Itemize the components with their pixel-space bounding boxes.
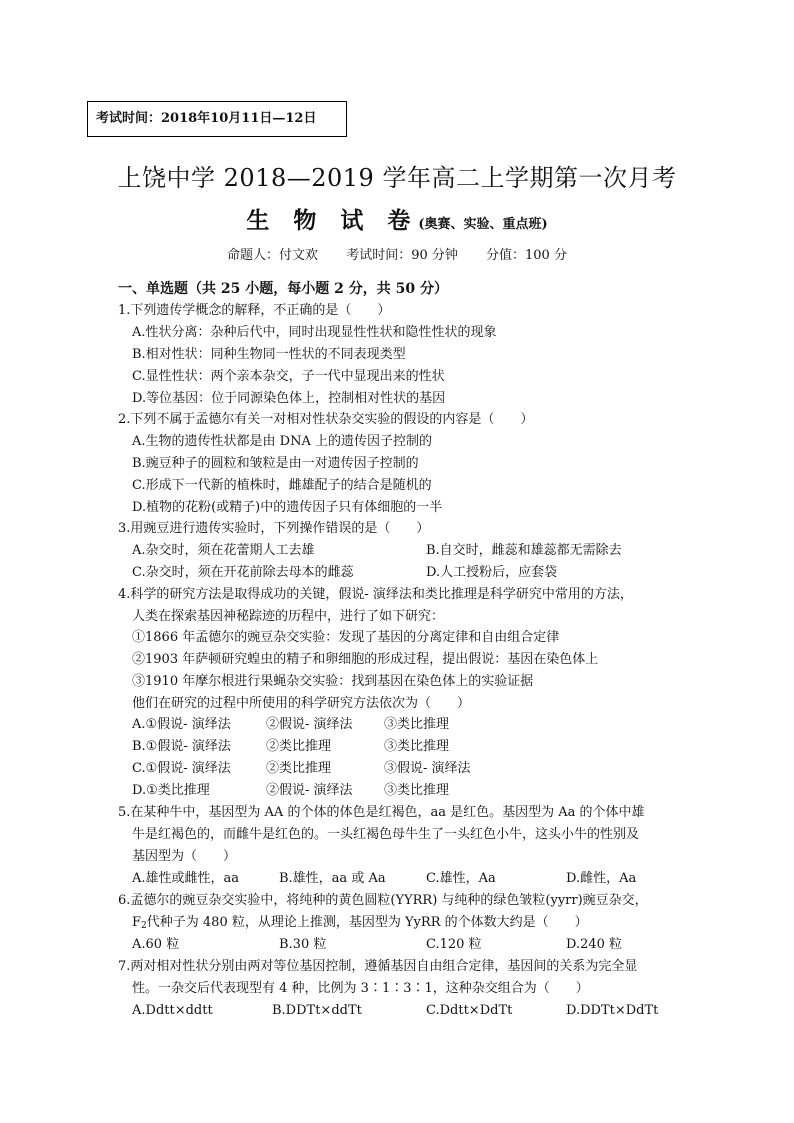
question-4-option-d-1: D.①类比推理 xyxy=(132,783,210,798)
question-4-option-a-2: ②假说- 演绎法 xyxy=(266,717,353,732)
question-7-stem-1: 7.两对相对性状分别由两对等位基因控制，遵循基因自由组合定律，基因间的关系为完全显 xyxy=(118,959,638,974)
question-4-item-1: ①1866 年孟德尔的豌豆杂交实验：发现了基因的分离定律和自由组合定律 xyxy=(132,630,560,645)
paper-subtitle xyxy=(0,202,794,235)
question-7-option-d: D.DDTt×DdTt xyxy=(566,1003,659,1018)
page-title: 上饶中学 2018—2019 学年高二上学期第一次月考 xyxy=(117,164,677,192)
question-3-option-b: B.自交时，雌蕊和雄蕊都无需除去 xyxy=(426,543,622,558)
question-7-option-b: B.DDTt×ddTt xyxy=(272,1003,362,1018)
author: 命题人：付文欢 xyxy=(227,248,319,263)
exam-info xyxy=(0,244,794,263)
question-7-option-a: A.Ddtt×ddtt xyxy=(132,1003,213,1018)
question-1-option-d: D.等位基因：位于同源染色体上，控制相对性状的基因 xyxy=(132,391,446,406)
section-title: 一、单选题（共 25 小题，每小题 2 分，共 50 分） xyxy=(118,281,448,297)
question-1-stem: 1.下列遗传学概念的解释，不正确的是（ ） xyxy=(118,303,391,318)
question-3-option-d: D.人工授粉后，应套袋 xyxy=(426,565,558,580)
question-5-option-d: D.雌性，Aa xyxy=(566,871,637,886)
question-4-item-3: ③1910 年摩尔根进行果蝇杂交实验：找到基因在染色体上的实验证据 xyxy=(132,674,534,689)
question-4-option-a-1: A.①假说- 演绎法 xyxy=(132,717,231,732)
f2-subscript: 2 xyxy=(141,921,147,931)
question-1-option-c: C.显性性状：两个亲本杂交，子一代中显现出来的性状 xyxy=(132,369,445,384)
question-5-stem-2: 牛是红褐色的，而雌牛是红色的。一头红褐色母牛生了一头红色小牛，这头小牛的性别及 xyxy=(132,827,640,842)
question-2-option-c: C.形成下一代新的植株时，雌雄配子的结合是随机的 xyxy=(132,478,432,493)
question-6-option-d: D.240 粒 xyxy=(566,937,623,952)
exam-time-box: 考试时间：2018年10月11日—12日 xyxy=(87,101,347,137)
question-6-stem-2 xyxy=(132,914,588,935)
question-6-option-c: C.120 粒 xyxy=(426,937,482,952)
question-2-option-b: B.豌豆种子的圆粒和皱粒是由一对遗传因子控制的 xyxy=(132,456,419,471)
question-4-option-d-3: ③类比推理 xyxy=(384,783,450,798)
question-5-stem-1: 5.在某种牛中，基因型为 AA 的个体的体色是红褐色，aa 是红色。基因型为 Aa 的个体中雄 xyxy=(118,805,645,820)
duration: 考试时间：90 分钟 xyxy=(346,248,458,263)
question-7-stem-2: 性。一杂交后代表现型有 4 种，比例为 3∶1∶3∶1，这种杂交组合为（ ） xyxy=(132,981,589,996)
question-4-stem-1: 4.科学的研究方法是取得成功的关键，假说- 演绎法和类比推理是科学研究中常用的方法， xyxy=(118,587,633,602)
question-5-stem-3: 基因型为（ ） xyxy=(132,849,237,864)
question-7-option-c: C.Ddtt×DdTt xyxy=(426,1003,513,1018)
question-4-option-a-3: ③类比推理 xyxy=(384,717,450,732)
question-4-option-c-3: ③假说- 演绎法 xyxy=(384,761,471,776)
question-2-stem: 2.下列不属于孟德尔有关一对相对性状杂交实验的假设的内容是（ ） xyxy=(118,412,534,427)
question-4-stem-2: 人类在探索基因神秘踪迹的历程中，进行了如下研究： xyxy=(132,609,445,624)
class-note: (奥赛、实验、重点班) xyxy=(418,217,548,232)
question-4-option-b-1: B.①假说- 演绎法 xyxy=(132,739,231,754)
question-3-stem: 3.用豌豆进行遗传实验时，下列操作错误的是（ ） xyxy=(118,521,430,536)
question-4-stem-3: 他们在研究的过程中所使用的科学研究方法依次为（ ） xyxy=(132,696,471,711)
question-5-option-c: C.雄性，Aa xyxy=(426,871,496,886)
f2-label: F xyxy=(132,915,142,930)
question-4-option-b-3: ③类比推理 xyxy=(384,739,450,754)
question-1-option-b: B.相对性状：同种生物同一性状的不同表现类型 xyxy=(132,347,406,362)
question-4-item-2: ②1903 年萨顿研究蝗虫的精子和卵细胞的形成过程，提出假说：基因在染色体上 xyxy=(132,652,599,667)
subject-title: 生 物 试 卷 xyxy=(246,207,419,234)
question-4-option-d-2: ②假说- 演绎法 xyxy=(266,783,353,798)
question-4-option-b-2: ②类比推理 xyxy=(266,739,332,754)
question-2-option-a: A.生物的遗传性状都是由 DNA 上的遗传因子控制的 xyxy=(132,434,432,449)
question-3-option-a: A.杂交时，须在花蕾期人工去雄 xyxy=(132,543,315,558)
question-6-option-a: A.60 粒 xyxy=(132,937,180,952)
question-6-stem-1: 6.孟德尔的豌豆杂交实验中，将纯种的黄色圆粒(YYRR) 与纯种的绿色皱粒(yyrr)豌豆杂交， xyxy=(118,893,648,908)
question-2-option-d: D.植物的花粉(或精子)中的遗传因子只有体细胞的一半 xyxy=(132,500,443,515)
question-4-option-c-1: C.①假说- 演绎法 xyxy=(132,761,231,776)
question-1-option-a: A.性状分离：杂种后代中，同时出现显性性状和隐性性状的现象 xyxy=(132,325,497,340)
question-5-option-a: A.雄性或雌性，aa xyxy=(132,871,240,886)
question-3-option-c: C.杂交时，须在开花前除去母本的雌蕊 xyxy=(132,565,354,580)
question-6-option-b: B.30 粒 xyxy=(279,937,327,952)
question-6-stem-2-text: 代种子为 480 粒，从理论上推测，基因型为 YyRR 的个体数大约是（ ） xyxy=(146,915,588,930)
question-5-option-b: B.雄性，aa 或 Aa xyxy=(279,871,386,886)
question-4-option-c-2: ②类比推理 xyxy=(266,761,332,776)
total-score: 分值：100 分 xyxy=(486,248,567,263)
